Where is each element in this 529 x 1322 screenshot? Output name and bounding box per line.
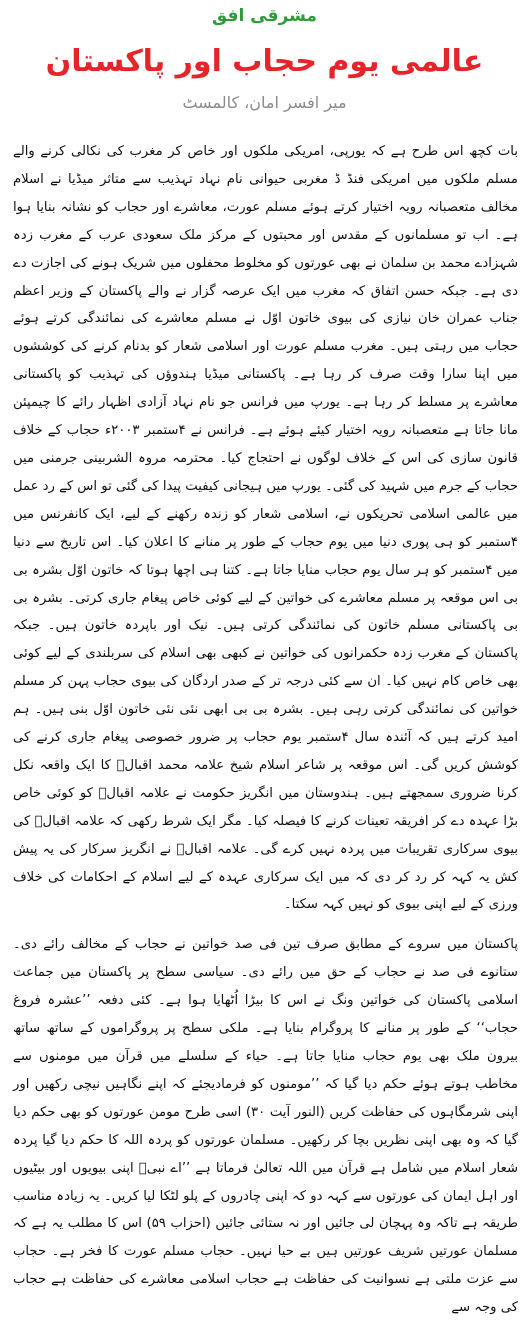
byline: میر افسر امان، کالمسٹ — [182, 93, 347, 112]
article-body — [13, 138, 518, 1322]
headline: عالمی یوم حجاب اور پاکستان — [45, 44, 484, 79]
column-kicker: مشرقی افق — [212, 6, 317, 26]
article-paragraph: پاکستان میں سروے کے مطابق صرف تین فی صد خواتین نے حجاب کے مخالف رائے دی۔ ستانوے فی صد نے حجاب کے حق میں رائے دی۔ سیاسی سطح پر پاکستان میں جماعت اسلامی پاکستان کی خواتین ونگ نے اس کا بیڑا اُٹھایا ہوا ہے۔ کئی دفعہ ’’عشرہ فروغ حجاب‘‘ کے طور پر منانے کا پروگرام بنایا ہے۔ ملکی سطح پر پروگراموں کے ساتھ ساتھ بیرون ملک بھی یوم حجاب منایا جاتا ہے۔ حیاء کے سلسلے میں قرآن میں مومنوں سے مخاطب ہوتے ہوئے حکم دیا گیا کہ ’’مومنوں کو فرمادیجئے کہ اپنے نگاہیں نیچی رکھیں اور اپنی شرمگاہوں کی حفاظت کریں (النور آیت ۳۰) اسی طرح مومن عورتوں کو بھی حکم دیا گیا کہ وہ بھی اپنی نظریں بچا کر رکھیں۔ مسلمان عورتوں کو پردہ اللہ کا حکم دیا گیا پردہ شعار اسلام میں شامل ہے قرآن میں اللہ تعالیٰ فرماتا ہے ’’اے نبیؐ اپنی بیویوں اور بیٹیوں اور اہل ایمان کی عورتوں سے کہہ دو کہ اپنی چادروں کے پلو لٹکا لیا کریں۔ یہ زیادہ مناسب طریقہ ہے تاکہ وہ پہچان لی جائیں اور نہ ستائی جائیں (احزاب ۵۹) اس کا مطلب یہ ہے کہ مسلمان عورتیں شریف عورتیں ہیں بے حیا نہیں۔ حجاب مسلم عورت کا فخر ہے۔ حجاب سے عزت ملتی ہے نسوانیت کی حفاظت ہے حجاب اسلامی معاشرے کی حفاظت ہے حجاب کی وجہ سے — [13, 937, 518, 1316]
article-paragraph: بات کچھ اس طرح ہے کہ یورپی، امریکی ملکوں اور خاص کر مغرب کی نکالی کرنے والے مسلم ملکوں میں امریکی فنڈ ڈ مغربی حیوانی نام نہاد تہذیب سے متاثر میڈیا نے اسلام مخالف متعصبانہ رویہ اختیار کرتے ہوئے مسلم عورت، معاشرے اور حجاب کو نشانہ بنایا ہوا ہے۔ اب تو مسلمانوں کے مقدس اور محبتوں کے مرکز ملک سعودی عرب کے مغرب زدہ شہزادے محمد بن سلمان نے بھی عورتوں کو مخلوط محفلوں میں شریک ہونے کی اجازت دے دی ہے۔ جبکہ حسن اتفاق کہ مغرب میں ایک عرصہ گزار نے والے پاکستان کے وزیر اعظم جناب عمران خان نیازی کی بیوی خاتون اوّل نے مسلم معاشرے کی نمائندگی کرتے ہوئے حجاب میں رہتی ہیں۔ مغرب مسلم عورت اور اسلامی شعار کو بدنام کرنے کی کوششوں میں اپنا سارا وقت صرف کر رہا ہے۔ پاکستانی میڈیا ہندوؤں کی تہذیب کو پاکستانی معاشرے پر مسلط کر رہا ہے۔ یورپ میں فرانس جو نام نہاد آزادی اظہار رائے کا چیمپئن مانا جاتا ہے متعصبانہ رویہ اختیار کیئے ہوئے ہے۔ فرانس نے ۴ستمبر ۲۰۰۳ء حجاب کے خلاف قانون سازی کی اس کے خلاف لوگوں نے احتجاج کیا۔ محترمہ مروہ الشربینی جرمنی میں حجاب کے جرم میں شہید کی گئی۔ یورپ میں ہیجانی کیفیت پیدا کی گئی تو اس کے رد عمل میں عالمی اسلامی تحریکوں نے، اسلامی شعار کو زندہ رکھنے کے لیے، ایک کانفرنس میں ۴ستمبر کو ہی پوری دنیا میں یوم حجاب کے طور پر منانے کا اعلان کیا۔ اس تاریخ سے دنیا میں ۴ستمبر کو ہر سال یوم حجاب منایا جاتا ہے۔ کتنا ہی اچھا ہوتا کہ خاتون اوّل بشرہ بی بی اس موقعہ پر مسلم معاشرے کی خواتین کے لیے کوئی خاص پیغام جاری کرتی۔ بشرہ بی بی پاکستانی مسلم خاتون کی نمائندگی کرتی ہیں۔ نیک اور باپردہ خاتون ہیں۔ جبکہ پاکستان کے مغرب زدہ حکمرانوں کی خواتین نے کبھی بھی اسلام کی سربلندی کے لیے کوئی بھی خاص کام نہیں کیا۔ ان سے کئی درجہ تر کے صدر اردگان کی بیوی حجاب پہن کر مسلم خواتین کی نمائندگی کرتی رہی ہیں۔ بشرہ بی بی ابھی نئی نئی خاتون اوّل بنی ہیں۔ ہم امید کرتے ہیں کہ آئندہ سال ۴ستمبر یوم حجاب پر ضرور خصوصی پیغام جاری کرنے کی کوشش کریں گی۔ اس موقعہ پر شاعر اسلام شیخ علامہ محمد اقبالؒ کا ایک واقعہ نکل کرنا ضروری سمجھتے ہیں۔ ہندوستان میں انگریز حکومت نے علامہ اقبالؒ کو کوئی خاص بڑا عہدہ دے کر افریقہ تعینات کرنے کا فیصلہ کیا۔ مگر ایک شرط رکھی کہ علامہ اقبالؒ کی بیوی سرکاری تقریبات میں پردہ نہیں کرے گی۔ علامہ اقبالؒ نے انگریز سرکار کی یہ پیش کش یہ کہہ کر رد کر دی کہ میں ایک سرکاری عہدہ کے لیے اسلام کے احکامات کی خلاف ورزی کے لیے اپنی بیوی کو نہیں کہہ سکتا۔ — [13, 144, 519, 913]
